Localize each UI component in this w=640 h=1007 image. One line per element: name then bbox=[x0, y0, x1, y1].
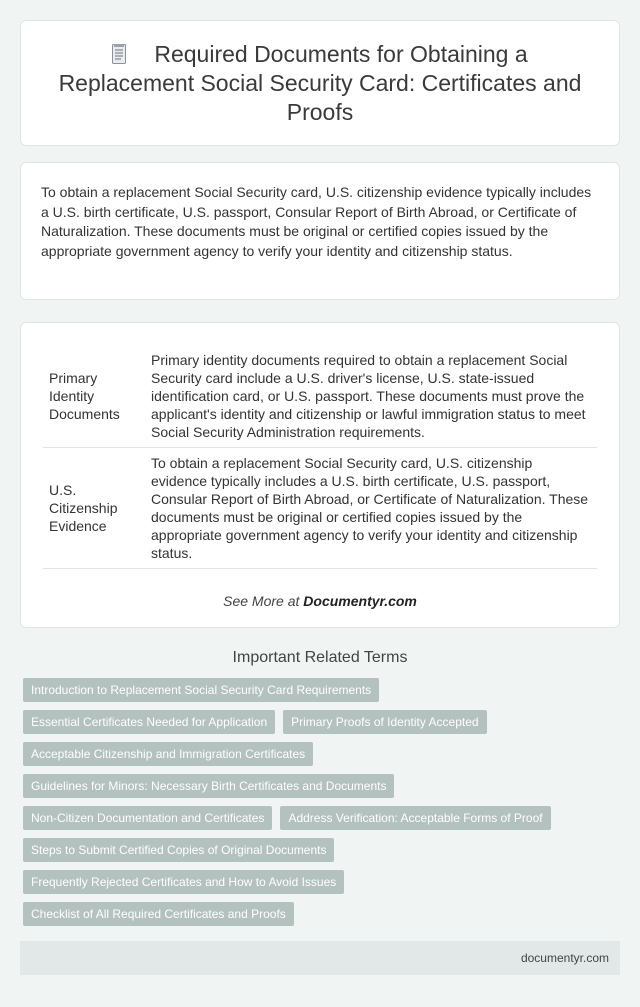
footer bbox=[20, 941, 620, 975]
details-card bbox=[20, 322, 620, 628]
page-title bbox=[51, 40, 589, 127]
page-title-text: Required Documents for Obtaining a Replacement Social Security Card: Certificates and Proofs bbox=[58, 40, 582, 125]
see-more-prefix: See More at bbox=[223, 593, 304, 609]
row-value: To obtain a replacement Social Security card, U.S. citizenship evidence typically includes a U.S. birth certificate, U.S. passport, Consular Report of Birth Abroad, or Certificate of Naturalization. These documents must be original or certified copies issued by the appropriate government agency to verify your identity and citizenship status. bbox=[147, 448, 597, 569]
footer-site[interactable]: documentyr.com bbox=[520, 951, 609, 965]
related-term-tag[interactable]: Acceptable Citizenship and Immigration Certificates bbox=[23, 742, 313, 766]
related-term-tag[interactable]: Essential Certificates Needed for Application bbox=[23, 710, 275, 734]
summary-text: To obtain a replacement Social Security card, U.S. citizenship evidence typically includes a U.S. birth certificate, U.S. passport, Consular Report of Birth Abroad, or Certificate of Naturalization. These documents must be original or certified copies issued by the appropriate government agency to verify your identity and citizenship status. bbox=[41, 184, 592, 259]
related-term-tag[interactable]: Introduction to Replacement Social Security Card Requirements bbox=[23, 678, 379, 702]
row-key: Primary Identity Documents bbox=[43, 345, 147, 448]
related-term-tag[interactable]: Steps to Submit Certified Copies of Original Documents bbox=[23, 838, 334, 862]
table-row bbox=[43, 345, 597, 448]
related-term-tag[interactable]: Frequently Rejected Certificates and How to Avoid Issues bbox=[23, 870, 344, 894]
summary-card bbox=[20, 162, 620, 300]
title-card bbox=[20, 20, 620, 146]
document-icon bbox=[112, 42, 126, 62]
see-more-link[interactable]: Documentyr.com bbox=[303, 593, 417, 609]
related-terms-title: Important Related Terms bbox=[232, 649, 408, 666]
related-term-tag[interactable]: Primary Proofs of Identity Accepted bbox=[283, 710, 486, 734]
see-more bbox=[43, 593, 597, 609]
related-term-tag[interactable]: Non-Citizen Documentation and Certificates bbox=[23, 806, 272, 830]
related-term-tag[interactable]: Guidelines for Minors: Necessary Birth Certificates and Documents bbox=[23, 774, 394, 798]
related-term-tag[interactable]: Checklist of All Required Certificates and Proofs bbox=[23, 902, 294, 926]
details-table bbox=[43, 345, 597, 569]
row-value: Primary identity documents required to obtain a replacement Social Security card include a U.S. driver's license, U.S. state-issued identification card, or U.S. passport. These documents must prove the applicant's identity and citizenship or lawful immigration status to meet Social Security Administration requirements. bbox=[147, 345, 597, 448]
related-terms-list bbox=[20, 678, 620, 926]
related-term-tag[interactable]: Address Verification: Acceptable Forms of Proof bbox=[280, 806, 550, 830]
table-row bbox=[43, 448, 597, 569]
row-key: U.S. Citizenship Evidence bbox=[43, 448, 147, 569]
